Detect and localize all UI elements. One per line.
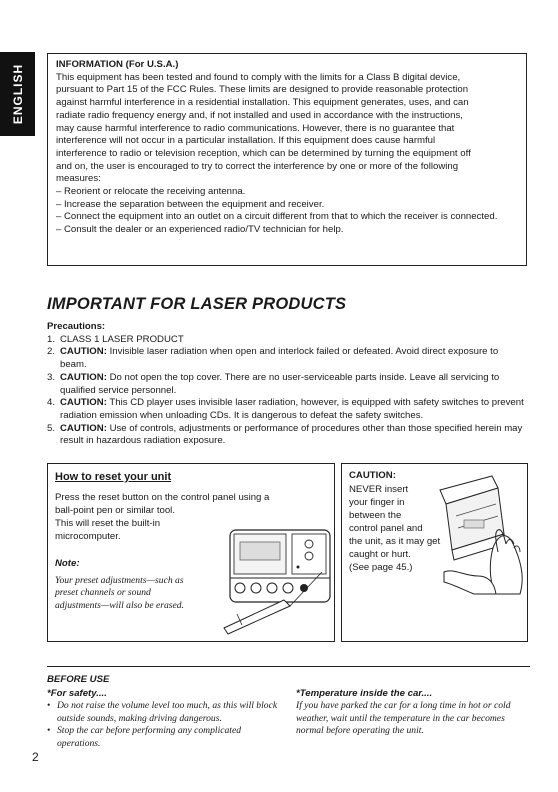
precaution-number: 1.: [47, 333, 56, 345]
reset-note-title: Note:: [55, 558, 80, 569]
precautions-title: Precautions:: [47, 321, 106, 332]
finger-caution-line: NEVER insert: [349, 484, 409, 495]
precaution-caution-label: CAUTION:: [60, 422, 107, 434]
page-number: 2: [32, 750, 39, 764]
reset-instruction-line: This will reset the built-in: [55, 518, 161, 529]
precaution-number: 3.: [47, 371, 56, 383]
fcc-paragraph-line: This equipment has been tested and found to comply with the limits for a Class B digital device,: [56, 71, 461, 83]
fcc-paragraph-line: pursuant to Part 15 of the FCC Rules. These limits are designed to provide reasonable protection: [56, 84, 469, 96]
before-use-title: BEFORE USE: [47, 674, 110, 685]
precaution-item: [47, 397, 527, 422]
finger-caution-line: between the: [349, 510, 402, 521]
finger-caution-line: caught or hurt.: [349, 549, 411, 560]
reset-instruction-line: Press the reset button on the control panel using a: [55, 492, 270, 503]
reset-note: [55, 558, 220, 612]
fcc-information-box: [47, 53, 527, 266]
finger-caution-illustration: [434, 472, 526, 598]
laser-products-heading: IMPORTANT FOR LASER PRODUCTS: [47, 295, 347, 313]
fcc-measure-item: – Reorient or relocate the receiving antenna.: [56, 186, 246, 198]
reset-instruction-line: ball-point pen or similar tool.: [55, 505, 175, 516]
precautions-section: [47, 321, 527, 448]
language-tab-label: ENGLISH: [10, 63, 25, 125]
fcc-measure-item: – Consult the dealer or an experienced radio/TV technician for help.: [56, 224, 344, 236]
fcc-paragraph-line: radiate radio frequency energy and, if not installed and used in accordance with the instructions,: [56, 109, 463, 121]
fcc-paragraph-line: and on, the user is encouraged to try to correct the interference by one or more of the following: [56, 160, 459, 172]
fcc-paragraph-line: against harmful interference in a residential installation. This equipment generates, uses, and can: [56, 97, 469, 109]
precaution-item: [47, 423, 527, 448]
finger-caution-box: [341, 463, 528, 642]
precaution-text: Invisible laser radiation when open and interlock failed or defeated. Avoid direct exposure to beam.: [60, 346, 499, 371]
temperature-text: If you have parked the car for a long time in hot or cold weather, wait until the temperature in the car becomes normal before operating the unit.: [296, 700, 511, 737]
safety-notes: [47, 688, 282, 750]
reset-button-illustration: [220, 522, 332, 638]
fcc-measure-item: – Increase the separation between the equipment and receiver.: [56, 198, 325, 210]
precaution-number: 5.: [47, 422, 56, 434]
reset-note-line: adjustments—will also be erased.: [55, 599, 184, 611]
language-tab: [0, 52, 35, 136]
temperature-notes: [296, 688, 530, 738]
fcc-paragraph-line: interference will not occur in a particular installation. If this equipment does cause harmful: [56, 135, 436, 147]
reset-instruction-line: microcomputer.: [55, 531, 121, 542]
finger-caution-line: your finger in: [349, 497, 405, 508]
precaution-item: [47, 346, 527, 371]
temperature-title: *Temperature inside the car....: [296, 688, 433, 699]
safety-item: • Do not raise the volume level too much, as this will block outside sounds, making driving dangerous.: [47, 700, 282, 725]
fcc-paragraph-line: may cause harmful interference to radio communications. However, there is no guarantee that: [56, 122, 455, 134]
reset-note-line: preset channels or sound: [55, 587, 151, 598]
precaution-text: CLASS 1 LASER PRODUCT: [60, 333, 184, 345]
reset-unit-box: [47, 463, 335, 642]
safety-item: • Stop the car before performing any complicated operations.: [47, 725, 282, 750]
reset-unit-title: How to reset your unit: [55, 471, 172, 483]
reset-note-line: Your preset adjustments—such as: [55, 574, 184, 586]
precaution-caution-label: CAUTION:: [60, 397, 107, 409]
precaution-text: Do not open the top cover. There are no user-serviceable parts inside. Leave all servicing to qualified service personnel.: [60, 371, 500, 396]
precaution-item: [47, 372, 527, 397]
precaution-caution-label: CAUTION:: [60, 371, 107, 383]
precaution-item: [47, 334, 527, 347]
precaution-text: Use of controls, adjustments or performance of procedures other than those specified herein may result in hazardous radiation exposure.: [60, 422, 523, 447]
fcc-information-title: INFORMATION (For U.S.A.): [56, 59, 179, 70]
precaution-caution-label: CAUTION:: [60, 346, 107, 358]
safety-title: *For safety....: [47, 688, 107, 699]
precaution-number: 2.: [47, 346, 56, 358]
finger-caution-line: control panel and: [349, 523, 423, 534]
fcc-paragraph-line: measures:: [56, 173, 101, 185]
finger-caution-line: the unit, as it may get: [349, 536, 441, 547]
fcc-information-paragraph: [56, 72, 518, 186]
finger-caution-line: (See page 45.): [349, 562, 413, 573]
fcc-measure-item: – Connect the equipment into an outlet on a circuit different from that to which the receiver is connected.: [56, 211, 498, 223]
precaution-text: This CD player uses invisible laser radiation, however, is equipped with safety switches to prevent radiation emission when unloading CDs. It is dangerous to defeat the safety switches.: [60, 397, 524, 421]
finger-caution-title: CAUTION:: [349, 470, 396, 481]
section-divider: [47, 666, 530, 667]
fcc-paragraph-line: interference to radio or television reception, which can be determined by turning the equipment off: [56, 147, 471, 159]
precaution-number: 4.: [47, 397, 56, 409]
